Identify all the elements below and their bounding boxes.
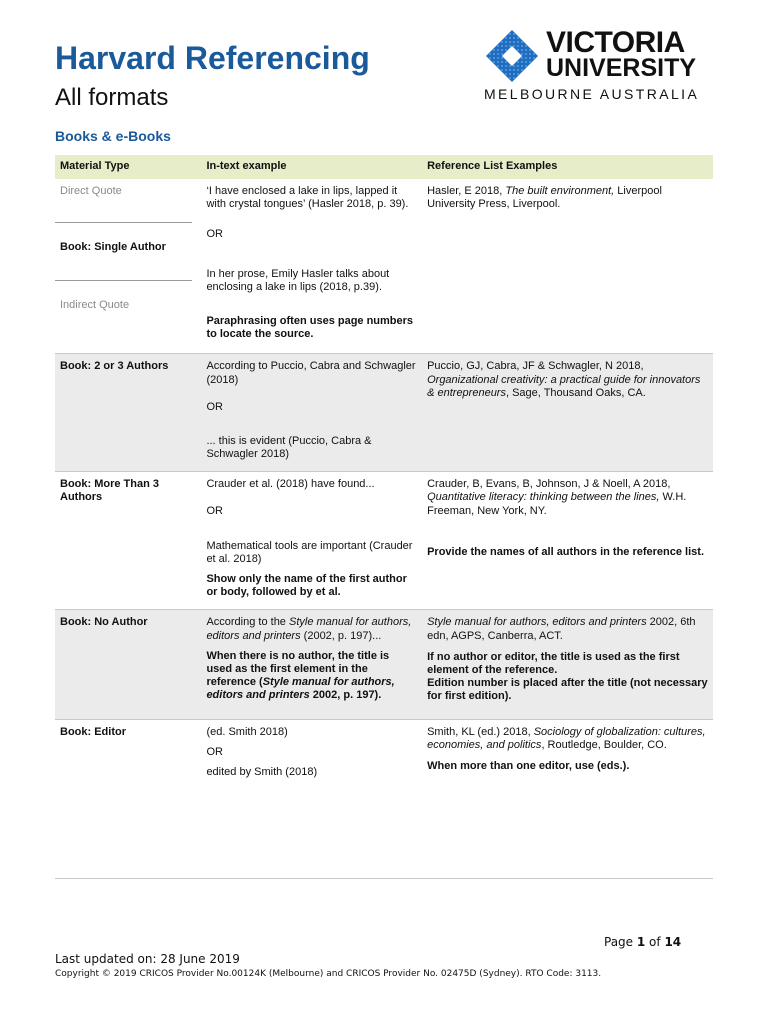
note-text: Show only the name of the first author or body, followed by et al. — [206, 573, 407, 599]
reference-example — [427, 478, 708, 518]
material-type-cell — [55, 179, 201, 354]
victoria-university-logo — [484, 28, 704, 104]
or-text: OR — [206, 745, 223, 758]
reference-cell — [422, 179, 713, 354]
logo-line-melbourne: MELBOURNE AUSTRALIA — [484, 86, 700, 102]
logo-line-university: UNIVERSITY — [546, 54, 697, 82]
in-text-cell — [201, 472, 422, 610]
in-text-example: (ed. Smith 2018) — [206, 725, 288, 738]
note-text: Provide the names of all authors in the reference list. — [427, 545, 705, 558]
reference-title: Quantitative literacy: thinking between the lines, — [427, 491, 660, 504]
direct-quote-label: Direct Quote — [60, 185, 122, 197]
material-type-label: Book: No Author — [60, 616, 148, 629]
material-type-label: Book: More Than 3 Authors — [60, 478, 160, 504]
last-updated: Last updated on: 28 June 2019 — [55, 952, 240, 966]
copyright-notice: Copyright © 2019 CRICOS Provider No.00124K (Melbourne) and CRICOS Provider No. 02475D (Sydney). RTO Code: 3113. — [55, 969, 602, 979]
logo-line-victoria: VICTORIA — [546, 26, 685, 59]
reference-title: Style manual for authors, editors and printers — [427, 616, 647, 629]
reference-publisher: , Routledge, Boulder, CO. — [541, 738, 667, 751]
diamond-logo-icon — [484, 28, 540, 84]
material-type-cell — [55, 719, 201, 785]
or-text: OR — [206, 505, 223, 518]
in-text-cell — [201, 719, 422, 785]
material-type-label: Book: Single Author — [60, 241, 166, 254]
or-text: OR — [206, 400, 223, 413]
in-text-cell — [201, 179, 422, 354]
reference-example — [427, 360, 708, 400]
reference-title: The built environment, — [505, 185, 615, 197]
table-row — [55, 719, 713, 785]
in-text-example: In her prose, Emily Hasler talks about enclosing a lake in lips (2018, p.39). — [206, 267, 390, 293]
referencing-table — [55, 155, 713, 785]
in-text-example: Crauder et al. (2018) have found... — [206, 478, 375, 491]
header-material-type: Material Type — [55, 155, 201, 179]
reference-author: Hasler, E 2018, — [427, 185, 506, 197]
note-text: If no author or editor, the title is used as the first element of the reference. — [427, 650, 680, 676]
note-text: When more than one editor, use (eds.). — [427, 759, 630, 772]
reference-cell — [422, 719, 713, 785]
material-type-cell — [55, 472, 201, 610]
in-text-example: ... this is evident (Puccio, Cabra & Schwagler 2018) — [206, 434, 372, 461]
page-subtitle: All formats — [55, 84, 169, 111]
reference-author: Puccio, GJ, Cabra, JF & Schwagler, N 2018, — [427, 360, 644, 373]
indirect-quote-label: Indirect Quote — [60, 299, 130, 312]
note-text: Edition number is placed after the title (not necessary for first edition). — [427, 677, 708, 703]
page-number: Page 1 of 14 — [604, 935, 682, 949]
reference-cell — [422, 610, 713, 719]
table-row — [55, 472, 713, 610]
note-text: When there is no author, the title is used as the first element in the reference (Style manual for authors, editors and printers 2002, p. 197). — [206, 649, 395, 702]
divider — [55, 878, 713, 879]
in-text-cell — [201, 354, 422, 472]
reference-publisher: 2002, 6th edn, AGPS, Canberra, ACT. — [427, 616, 696, 642]
in-text-cell — [201, 610, 422, 719]
reference-example — [427, 726, 708, 752]
table-row — [55, 354, 713, 472]
reference-cell — [422, 354, 713, 472]
section-heading: Books & e-Books — [55, 128, 171, 144]
reference-publisher: Liverpool University Press, Liverpool. — [427, 185, 662, 211]
page-title: Harvard Referencing — [55, 40, 370, 76]
reference-publisher: , Sage, Thousand Oaks, CA. — [505, 386, 646, 399]
reference-cell — [422, 472, 713, 610]
reference-publisher: W.H. Freeman, New York, NY. — [427, 491, 687, 517]
in-text-example: edited by Smith (2018) — [206, 765, 318, 778]
header-reference-list: Reference List Examples — [422, 155, 713, 179]
table-row — [55, 610, 713, 719]
reference-example — [427, 185, 708, 211]
material-type-cell — [55, 354, 201, 472]
in-text-example: According to the Style manual for authors, editors and printers (2002, p. 197)... — [206, 616, 412, 642]
table-row — [55, 179, 713, 354]
in-text-example: Mathematical tools are important (Crauder et al. 2018) — [206, 539, 413, 565]
material-type-cell — [55, 610, 201, 719]
reference-author: Crauder, B, Evans, B, Johnson, J & Noell, A 2018, — [427, 478, 671, 491]
header-in-text: In-text example — [201, 155, 422, 179]
reference-title: Sociology of globalization: cultures, economies, and politics — [427, 725, 706, 751]
in-text-title: Style manual for authors, editors and printers — [206, 616, 412, 642]
material-type-label: Book: Editor — [60, 725, 126, 738]
in-text-example: According to Puccio, Cabra and Schwagler (2018) — [206, 360, 416, 386]
note-text: Paraphrasing often uses page numbers to locate the source. — [206, 314, 414, 341]
reference-example — [427, 616, 708, 642]
material-type-label: Book: 2 or 3 Authors — [60, 360, 169, 373]
or-text: OR — [206, 228, 223, 241]
reference-author: Smith, KL (ed.) 2018, — [427, 725, 534, 738]
in-text-example: ‘I have enclosed a lake in lips, lapped it with crystal tongues’ (Hasler 2018, p. 39). — [206, 185, 409, 211]
reference-title: Organizational creativity: a practical guide for innovators & entrepreneurs — [427, 373, 701, 399]
